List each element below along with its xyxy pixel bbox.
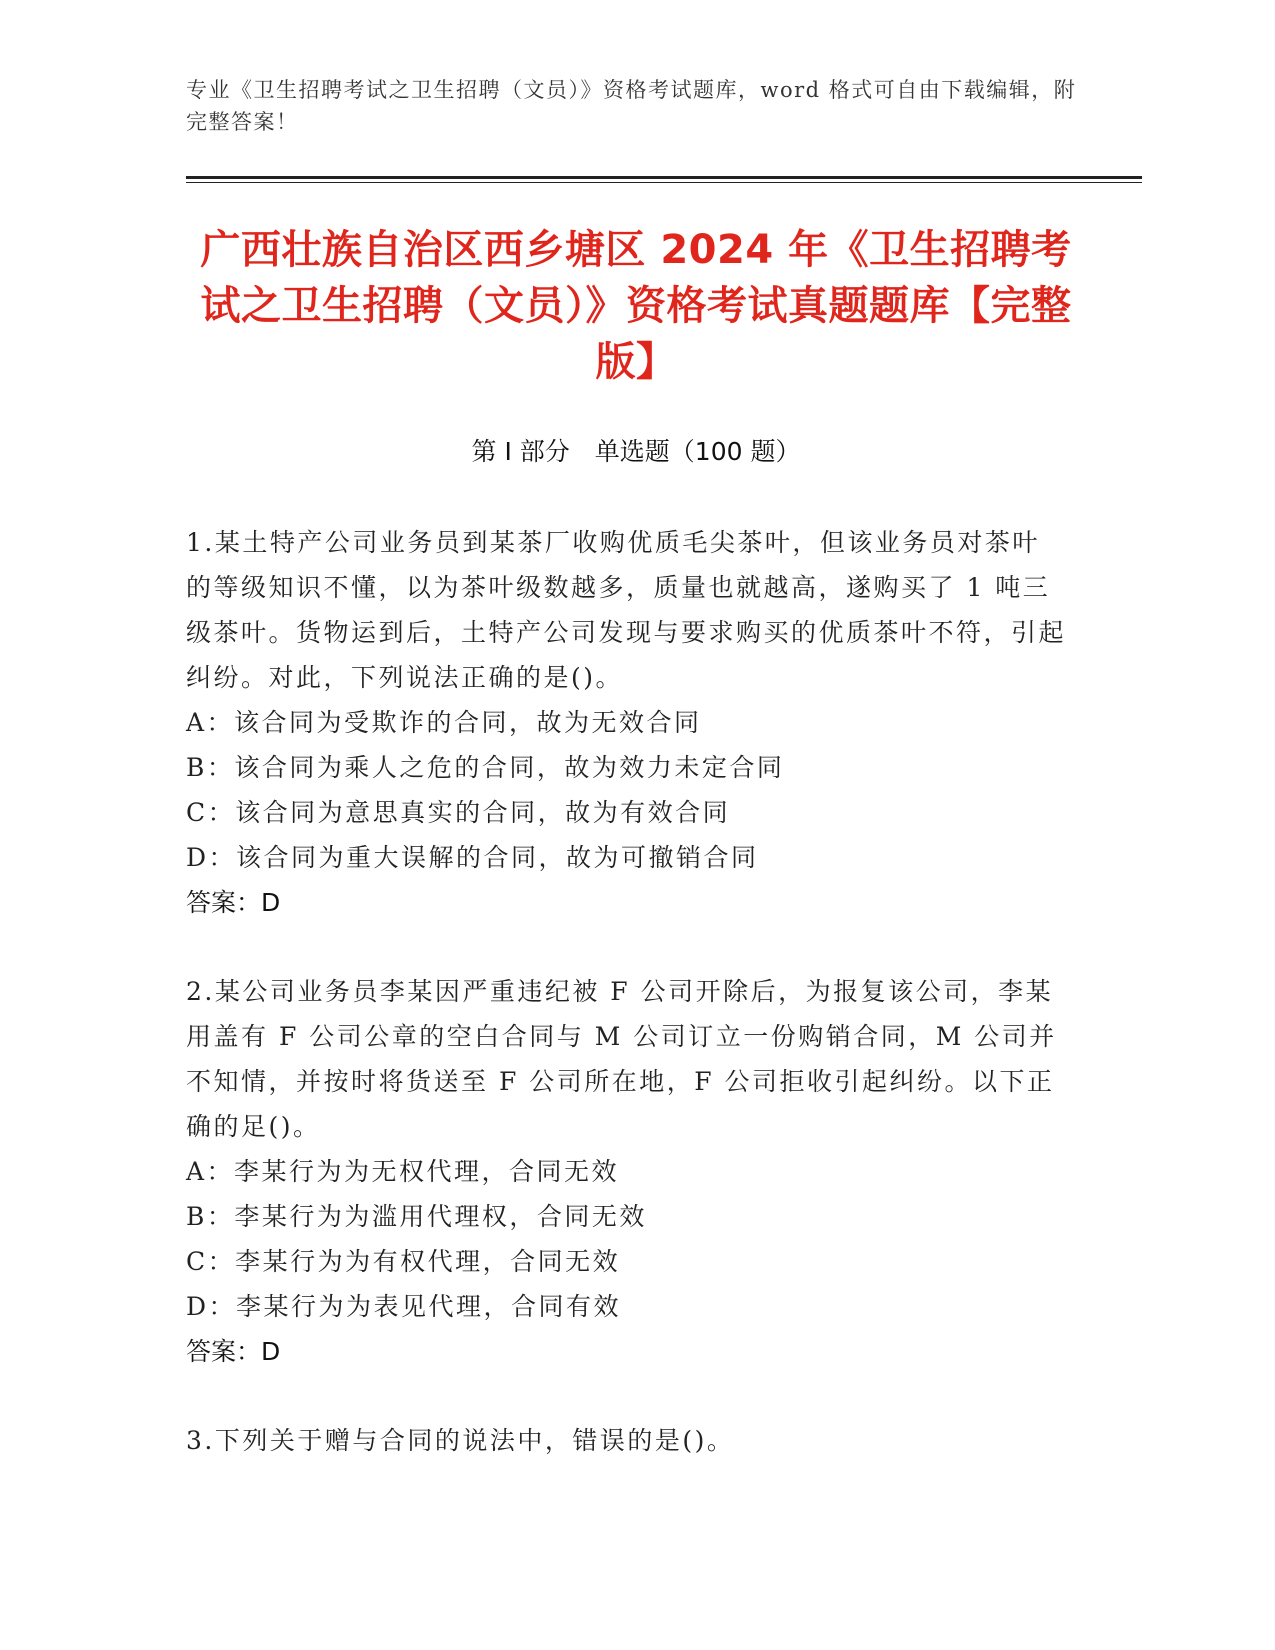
option-c: C：李某行为为有权代理，合同无效	[186, 1247, 621, 1276]
question-3	[186, 1418, 1066, 1463]
option-a: A：李某行为为无权代理，合同无效	[186, 1157, 620, 1186]
header-rule-thick	[186, 176, 1142, 179]
answer: 答案：D	[186, 1337, 281, 1366]
section-title: 第 I 部分 单选题（100 题）	[471, 437, 801, 466]
question-1	[186, 520, 1066, 925]
question-list	[186, 520, 1066, 1507]
option-d: D：李某行为为表见代理，合同有效	[186, 1292, 622, 1321]
option-b: B：李某行为为滥用代理权，合同无效	[186, 1202, 647, 1231]
header-rule-thin	[186, 182, 1142, 183]
question-text: 1.某土特产公司业务员到某茶厂收购优质毛尖茶叶，但该业务员对茶叶的等级知识不懂，以为茶叶级数越多，质量也就越高，遂购买了 1 吨三级茶叶。货物运到后，土特产公司发现与要求购买的优质茶叶不符，引起纠纷。对此，下列说法正确的是()。	[186, 528, 1067, 692]
question-text: 2.某公司业务员李某因严重违纪被 F 公司开除后，为报复该公司，李某用盖有 F 公司公章的空白合同与 M 公司订立一份购销合同，M 公司并不知情，并按时将货送至 F 公司所在地，F 公司拒收引起纠纷。以下正确的足()。	[186, 977, 1057, 1141]
option-d: D：该合同为重大误解的合同，故为可撤销合同	[186, 843, 759, 872]
header-note: 专业《卫生招聘考试之卫生招聘（文员）》资格考试题库，word 格式可自由下载编辑，附完整答案！	[186, 78, 1077, 134]
option-a: A：该合同为受欺诈的合同，故为无效合同	[186, 708, 702, 737]
question-text: 3.下列关于赠与合同的说法中，错误的是()。	[186, 1426, 735, 1455]
document-title: 广西壮族自治区西乡塘区 2024 年《卫生招聘考试之卫生招聘（文员）》资格考试真题题库【完整版】	[200, 227, 1072, 385]
option-b: B：该合同为乘人之危的合同，故为效力未定合同	[186, 753, 785, 782]
question-2	[186, 969, 1066, 1374]
option-c: C：该合同为意思真实的合同，故为有效合同	[186, 798, 731, 827]
answer: 答案：D	[186, 888, 281, 917]
